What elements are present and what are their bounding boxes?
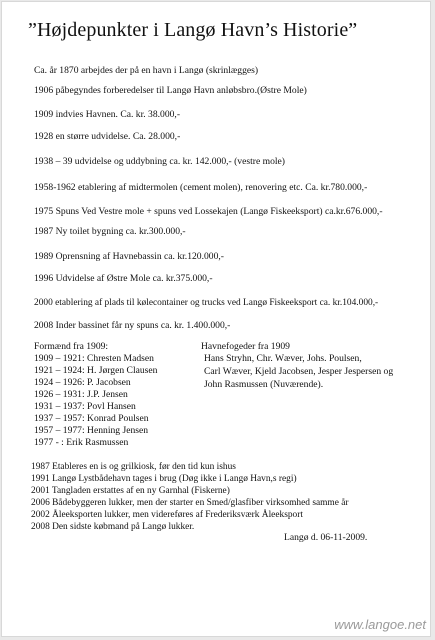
event-1987: 1987 Etableres en is og grilkiosk, før den tid kun ishus xyxy=(31,462,236,472)
formand-item: 1957 – 1977: Henning Jensen xyxy=(34,425,149,436)
havnefoged-line: John Rasmussen (Nuværende). xyxy=(204,379,324,390)
formand-item: 1926 – 1931: J.P. Jensen xyxy=(34,389,128,400)
formand-item: 1937 – 1957: Konrad Poulsen xyxy=(34,413,149,424)
entry-1928: 1928 en større udvidelse. Ca. 28.000,- xyxy=(34,131,181,142)
event-1991: 1991 Langø Lystbådehavn tages i brug (Døg ikke i Langø Havn,s regi) xyxy=(31,474,297,484)
event-2002: 2002 Åleeksporten lukker, men videreføres af Frederiksværk Åleeksport xyxy=(31,510,303,520)
watermark-url: www.langoe.net xyxy=(334,617,426,632)
formand-item: 1909 – 1921: Chresten Madsen xyxy=(34,353,154,364)
entry-1987: 1987 Ny toilet bygning ca. kr.300.000,- xyxy=(34,226,186,237)
entry-1909: 1909 indvies Havnen. Ca. kr. 38.000,- xyxy=(34,109,181,120)
event-2006: 2006 Bådebyggeren lukker, men der starter en Smed/glasfiber virksomhed samme år xyxy=(31,498,349,508)
document-title: ”Højdepunkter i Langø Havn’s Historie” xyxy=(28,19,358,41)
entry-1975: 1975 Spuns Ved Vestre mole + spuns ved Lossekajen (Langø Fiskeeksport) ca.kr.676.000,- xyxy=(34,206,383,217)
havnefoged-line: Carl Wæver, Kjeld Jacobsen, Jesper Jespersen og xyxy=(204,366,394,377)
entry-1870: Ca. år 1870 arbejdes der på en havn i Langø (skrinlægges) xyxy=(34,65,259,76)
havnefogeder-heading: Havnefogeder fra 1909 xyxy=(201,341,290,352)
entry-1996: 1996 Udvidelse af Østre Mole ca. kr.375.000,- xyxy=(34,273,213,284)
formand-item: 1931 – 1937: Povl Hansen xyxy=(34,401,136,412)
event-2008: 2008 Den sidste købmand på Langø lukker. xyxy=(31,522,195,532)
entry-2000: 2000 etablering af plads til kølecontainer og trucks ved Langø Fiskeeksport ca. kr.104.000,- xyxy=(34,298,379,308)
entry-1938: 1938 – 39 udvidelse og uddybning ca. kr. 142.000,- (vestre mole) xyxy=(34,156,285,167)
formand-item: 1924 – 1926: P. Jacobsen xyxy=(34,377,131,388)
formaend-heading: Formænd fra 1909: xyxy=(34,341,109,352)
entry-1958: 1958-1962 etablering af midtermolen (cement molen), renovering etc. Ca. kr.780.000,- xyxy=(34,182,368,193)
entry-1989: 1989 Oprensning af Havnebassin ca. kr.120.000,- xyxy=(34,251,224,262)
signature-date: Langø d. 06-11-2009. xyxy=(284,532,368,543)
event-2001: 2001 Tangladen erstattes af en ny Garnhal (Fiskerne) xyxy=(31,486,230,496)
entry-1906: 1906 påbegyndes forberedelser til Langø Havn anløbsbro.(Østre Mole) xyxy=(34,85,307,96)
formand-item: 1977 - : Erik Rasmussen xyxy=(34,437,129,448)
entry-2008: 2008 Inder bassinet får ny spuns ca. kr. 1.400.000,- xyxy=(34,320,231,331)
havnefoged-line: Hans Stryhn, Chr. Wæver, Johs. Poulsen, xyxy=(204,353,362,364)
formand-item: 1921 – 1924: H. Jørgen Clausen xyxy=(34,365,158,376)
